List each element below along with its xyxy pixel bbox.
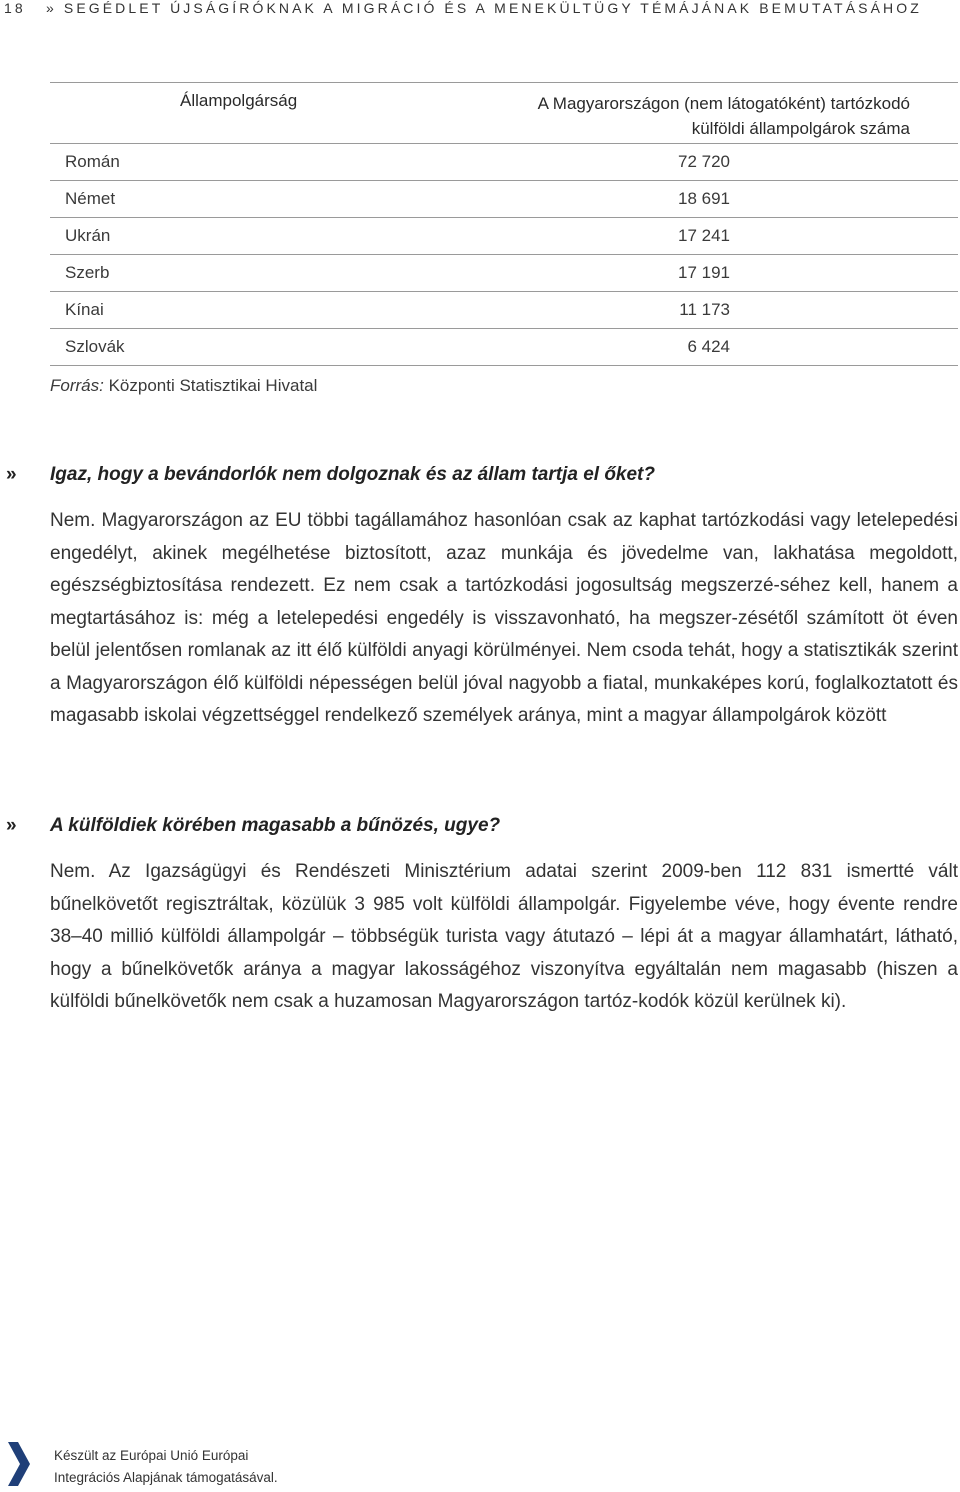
cell-count: 11 173 bbox=[679, 300, 730, 319]
table-source bbox=[50, 376, 317, 396]
cell-count: 18 691 bbox=[678, 189, 730, 208]
cell-nationality: Román bbox=[65, 152, 120, 171]
cell-nationality: Szlovák bbox=[65, 337, 125, 356]
header-title: » SEGÉDLET ÚJSÁGÍRÓKNAK A MIGRÁCIÓ ÉS A MENEKÜLTÜGY TÉMÁJÁNAK BEMUTATÁSÁHOZ bbox=[46, 0, 922, 16]
source-label: Forrás: bbox=[50, 376, 104, 395]
cell-nationality: Szerb bbox=[65, 263, 110, 282]
table-row bbox=[50, 329, 958, 366]
chevron-right-icon bbox=[8, 1442, 30, 1486]
page-number: 18 bbox=[4, 0, 26, 16]
column-header-count: A Magyarországon (nem látogatóként) tartózkodó külföldi állampolgárok száma bbox=[537, 94, 910, 138]
column-header-nationality: Állampolgárság bbox=[180, 91, 298, 110]
nationality-table bbox=[50, 82, 958, 366]
cell-count: 6 424 bbox=[687, 337, 730, 356]
cell-nationality: Német bbox=[65, 189, 116, 208]
bullet-marker: » bbox=[6, 815, 17, 836]
page-header bbox=[0, 0, 960, 22]
cell-nationality: Ukrán bbox=[65, 226, 111, 245]
table-row bbox=[50, 255, 958, 292]
answer-paragraph: Nem. Az Igazságügyi és Rendészeti Minisztérium adatai szerint 2009-ben 112 831 ismertté vált bűnelkövetőt regisztráltak, közülük 3 985 volt külföldi állampolgár. Figyelembe véve, hogy évente rendre 38–40 millió külföldi állampolgár – többségük turista vagy átutazó – lépi át a magyar államhatárt, látható, hogy a bűnelkövetők aránya a magyar lakosságéhoz viszonyítva egyáltalán nem magasabb (hiszen a külföldi bűnelkövetők nem csak a huzamosan Magyarországon tartóz-kodók közül kerülnek ki). bbox=[50, 861, 958, 1012]
cell-count: 17 241 bbox=[678, 226, 730, 245]
table-row bbox=[50, 218, 958, 255]
question-heading: Igaz, hogy a bevándorlók nem dolgoznak és az állam tartja el őket? bbox=[50, 464, 655, 485]
table-header bbox=[50, 83, 958, 144]
table-row bbox=[50, 144, 958, 181]
table-row bbox=[50, 292, 958, 329]
footer bbox=[8, 1440, 408, 1490]
cell-nationality: Kínai bbox=[65, 300, 104, 319]
answer-paragraph: Nem. Magyarországon az EU többi tagállamához hasonlóan csak az kaphat tartózkodási vagy letelepedési engedélyt, akinek megélhetése biztosított, azaz munkája és jövedelme van, lakhatása megoldott, egészségbiztosítása rendezett. Ez nem csak a tartózkodási jogosultság megszerzé-séhez kell, hanem a megtartásához is: még a letelepedési engedély is visszavonható, ha megszer-zésétől számított öt éven belül jelentősen romlanak az itt élő külföldi anyagi körülményei. Nem csoda tehát, hogy a statisztikák szerint a Magyarországon élő külföldi népességen belül jóval nagyobb a fiatal, munkaképes korú, foglalkoztatott és magasabb iskolai végzettséggel rendelkező személyek aránya, mint a magyar állampolgárok között bbox=[50, 510, 958, 726]
cell-count: 17 191 bbox=[678, 263, 730, 282]
question-heading: A külföldiek körében magasabb a bűnözés, ugye? bbox=[50, 815, 501, 836]
footer-text: Készült az Európai Unió Európai Integrációs Alapjának támogatásával. bbox=[54, 1448, 278, 1485]
table-row bbox=[50, 181, 958, 218]
bullet-marker: » bbox=[6, 464, 17, 485]
source-text: Központi Statisztikai Hivatal bbox=[108, 376, 318, 395]
cell-count: 72 720 bbox=[678, 152, 730, 171]
